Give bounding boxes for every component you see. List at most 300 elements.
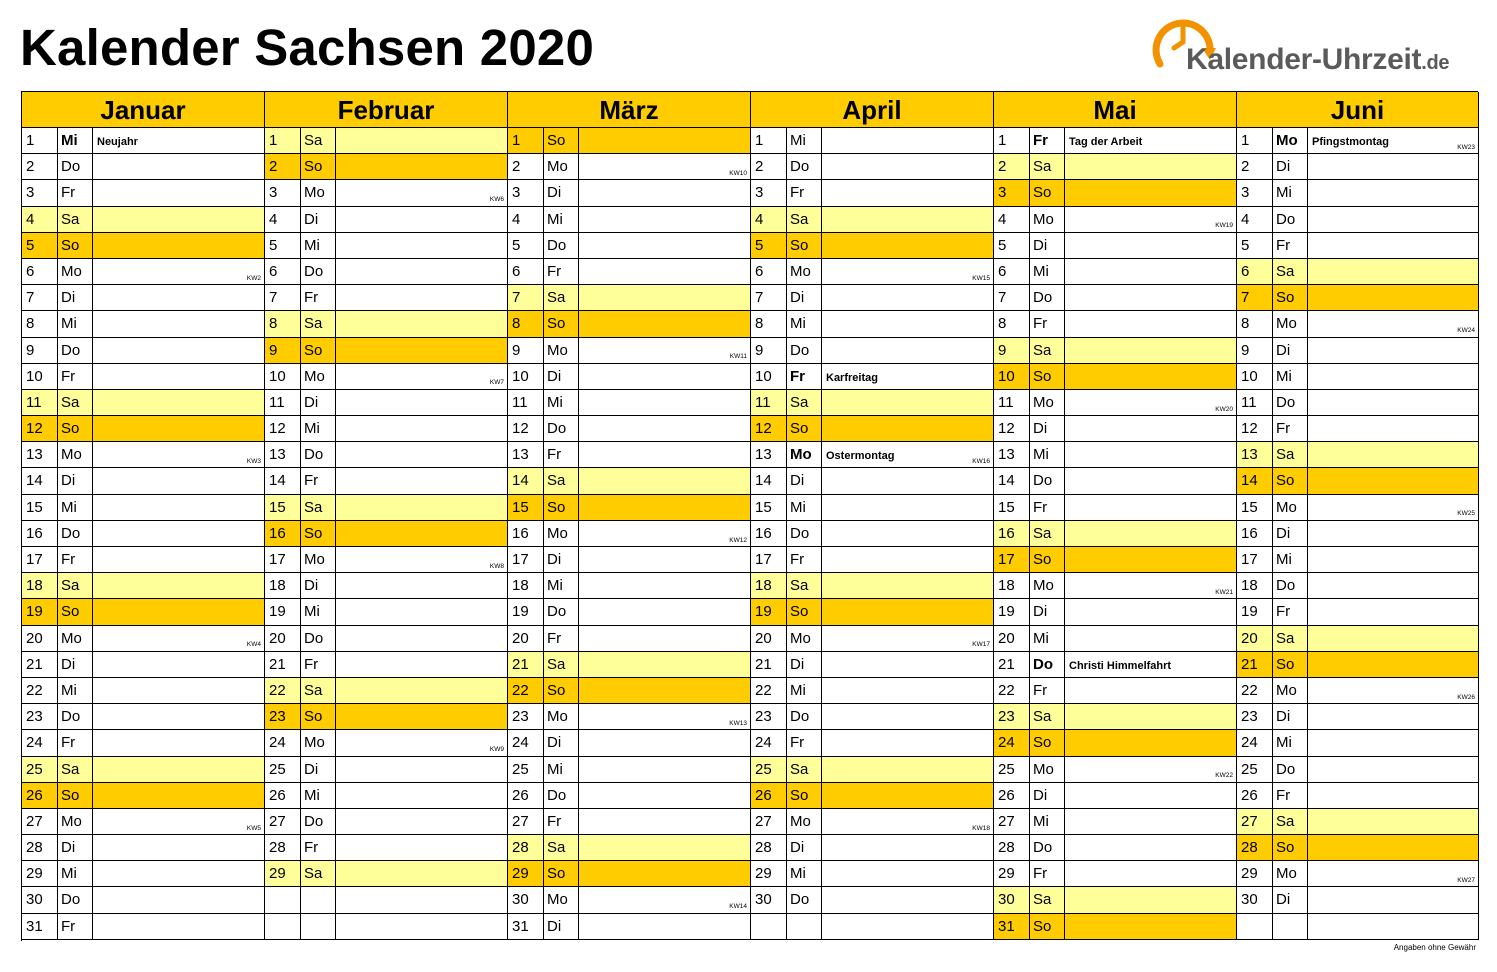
day-row [508,704,751,730]
holiday-cell [1065,416,1237,441]
day-number: 23 [751,704,787,729]
day-number: 5 [1237,233,1273,258]
holiday-cell [822,442,994,467]
weekday: Sa [787,757,822,782]
day-number: 22 [994,678,1030,703]
holiday-cell [822,678,994,703]
day-number: 24 [1237,730,1273,755]
holiday-cell [822,652,994,677]
holiday-cell [1308,887,1479,912]
weekday: Do [58,887,93,912]
day-row [22,757,265,783]
day-row [265,626,508,652]
day-row [751,285,994,311]
holiday-cell [93,233,265,258]
holiday-cell [1308,154,1479,179]
day-row [265,311,508,337]
weekday: Do [301,259,336,284]
day-row [265,154,508,180]
calendar-week-label: KW22 [1215,772,1233,780]
day-row [1237,416,1479,442]
day-number: 23 [994,704,1030,729]
holiday-cell [822,835,994,860]
day-row [22,783,265,809]
day-number: 13 [508,442,544,467]
holiday-cell [336,599,508,624]
day-row [22,547,265,573]
day-row [994,599,1237,625]
weekday: Mo [301,547,336,572]
holiday-cell [579,311,751,336]
holiday-cell [336,914,508,939]
day-row [22,128,265,154]
day-row [1237,442,1479,468]
day-number: 16 [508,521,544,546]
day-row [265,233,508,259]
day-row [265,599,508,625]
holiday-cell [1065,207,1237,232]
holiday-cell [1308,783,1479,808]
day-row [508,390,751,416]
day-row [265,468,508,494]
holiday-cell [93,180,265,205]
day-row [508,809,751,835]
weekday: Sa [1030,704,1065,729]
weekday: Do [58,154,93,179]
holiday-cell [822,207,994,232]
day-row [751,573,994,599]
holiday-cell [822,468,994,493]
holiday-cell [1065,154,1237,179]
weekday: Fr [58,914,93,939]
weekday: So [787,416,822,441]
weekday: Mo [58,259,93,284]
holiday-cell [579,547,751,572]
day-number: 31 [994,914,1030,939]
day-row [265,128,508,154]
holiday-cell [822,416,994,441]
day-number: 9 [508,338,544,363]
day-number: 16 [265,521,301,546]
holiday-cell [1065,835,1237,860]
weekday: Do [787,154,822,179]
holiday-cell [579,390,751,415]
holiday-cell [336,259,508,284]
weekday: Sa [301,128,336,153]
holiday-cell [822,573,994,598]
month-header: Januar [22,92,265,128]
day-number: 28 [751,835,787,860]
holiday-cell [93,259,265,284]
day-number: 3 [508,180,544,205]
weekday: Mi [787,678,822,703]
day-row [508,154,751,180]
weekday: Di [1030,783,1065,808]
holiday-cell [1065,809,1237,834]
holiday-cell [1308,442,1479,467]
weekday: Mi [1273,730,1308,755]
holiday-cell [1308,495,1479,520]
day-number: 25 [22,757,58,782]
day-row [508,338,751,364]
weekday: So [1030,730,1065,755]
day-row [508,128,751,154]
holiday-cell [1308,233,1479,258]
holiday-cell [1065,887,1237,912]
weekday: So [1030,547,1065,572]
holiday-cell [93,207,265,232]
weekday: Mi [1030,259,1065,284]
weekday: So [787,233,822,258]
weekday: Di [1273,887,1308,912]
weekday: So [58,599,93,624]
holiday-cell [93,547,265,572]
day-row [265,730,508,756]
day-row [751,678,994,704]
day-number: 20 [265,626,301,651]
day-row [508,207,751,233]
day-row [265,914,508,940]
day-number: 20 [751,626,787,651]
calendar-week-label: KW17 [972,641,990,649]
day-number: 19 [265,599,301,624]
holiday-cell [1065,730,1237,755]
holiday-cell [579,573,751,598]
day-number: 24 [994,730,1030,755]
day-row [1237,338,1479,364]
calendar-grid [21,91,1478,941]
holiday-cell [579,809,751,834]
holiday-name: Karfreitag [826,371,878,384]
logo-text [1186,45,1449,75]
day-number: 9 [751,338,787,363]
weekday: Mi [301,783,336,808]
day-number: 7 [1237,285,1273,310]
day-row [1237,599,1479,625]
weekday: Di [1273,704,1308,729]
weekday: Di [787,468,822,493]
holiday-cell [93,573,265,598]
holiday-cell [1065,311,1237,336]
holiday-cell [579,757,751,782]
day-number: 26 [508,783,544,808]
month-column [22,92,265,941]
holiday-cell [1065,521,1237,546]
day-number: 25 [751,757,787,782]
day-number: 25 [265,757,301,782]
calendar-week-label: KW14 [729,903,747,911]
day-number: 11 [751,390,787,415]
holiday-cell [93,626,265,651]
weekday: Sa [787,207,822,232]
weekday: Mi [544,390,579,415]
holiday-cell [579,887,751,912]
holiday-cell [579,626,751,651]
weekday: Mo [1030,390,1065,415]
day-number: 18 [751,573,787,598]
day-row [994,521,1237,547]
day-row [1237,547,1479,573]
day-number: 10 [1237,364,1273,389]
holiday-cell [1308,128,1479,153]
holiday-cell [579,128,751,153]
holiday-cell [822,547,994,572]
day-number: 4 [508,207,544,232]
holiday-cell [1065,573,1237,598]
holiday-cell [822,390,994,415]
month-column [1237,92,1479,941]
day-number: 30 [994,887,1030,912]
day-row [1237,861,1479,887]
day-number: 14 [1237,468,1273,493]
day-number: 5 [22,233,58,258]
day-number: 7 [994,285,1030,310]
day-row [751,416,994,442]
day-row [1237,311,1479,337]
day-row [751,495,994,521]
holiday-cell [1065,861,1237,886]
month-column [265,92,508,941]
day-row [22,154,265,180]
day-number: 1 [1237,128,1273,153]
day-row [265,364,508,390]
weekday: Fr [58,180,93,205]
weekday: Di [1273,338,1308,363]
day-number: 9 [994,338,1030,363]
day-row [751,390,994,416]
weekday: Di [1030,416,1065,441]
holiday-cell [1065,180,1237,205]
month-header: Februar [265,92,508,128]
weekday: So [1030,914,1065,939]
day-number: 5 [751,233,787,258]
day-row [508,416,751,442]
holiday-cell [1308,626,1479,651]
day-row [508,521,751,547]
day-row [508,626,751,652]
weekday: Do [301,626,336,651]
holiday-cell [93,757,265,782]
day-row [22,180,265,206]
weekday: Sa [1273,442,1308,467]
weekday: Di [1030,599,1065,624]
weekday: Mo [301,730,336,755]
holiday-name: Christi Himmelfahrt [1069,659,1172,672]
day-number: 3 [265,180,301,205]
day-row [508,285,751,311]
day-row [994,809,1237,835]
day-number: 30 [508,887,544,912]
day-number: 17 [1237,547,1273,572]
weekday: Mo [1273,128,1308,153]
holiday-cell [93,364,265,389]
day-number: 1 [994,128,1030,153]
day-row [1237,128,1479,154]
weekday: Sa [544,468,579,493]
day-row [265,652,508,678]
day-number: 1 [265,128,301,153]
weekday: Fr [1030,861,1065,886]
holiday-cell [579,180,751,205]
holiday-cell [336,390,508,415]
day-number: 28 [265,835,301,860]
day-row [22,887,265,913]
holiday-cell [1308,521,1479,546]
holiday-cell [1308,652,1479,677]
day-row [751,207,994,233]
day-row [1237,914,1479,940]
day-row [1237,652,1479,678]
page-title: Kalender Sachsen 2020 [20,19,595,76]
site-logo[interactable] [1150,12,1480,80]
day-number [751,914,787,939]
day-number: 28 [1237,835,1273,860]
day-number [265,914,301,939]
holiday-name: Ostermontag [826,450,895,463]
day-row [994,416,1237,442]
day-number: 22 [22,678,58,703]
day-row [265,442,508,468]
weekday: Sa [58,757,93,782]
day-number: 15 [508,495,544,520]
holiday-cell [336,783,508,808]
day-row [1237,154,1479,180]
day-number: 14 [265,468,301,493]
weekday: Fr [544,442,579,467]
weekday: Fr [58,547,93,572]
weekday: Fr [58,730,93,755]
weekday: Fr [1273,599,1308,624]
day-number: 17 [751,547,787,572]
day-number: 1 [22,128,58,153]
holiday-cell [1065,599,1237,624]
calendar-week-label: KW2 [246,274,261,282]
holiday-cell [336,573,508,598]
weekday: Mo [787,259,822,284]
calendar-week-label: KW3 [246,457,261,465]
holiday-cell [1065,338,1237,363]
holiday-cell [93,599,265,624]
weekday: Sa [1030,887,1065,912]
day-row [508,757,751,783]
holiday-cell [579,704,751,729]
day-row [1237,730,1479,756]
weekday: Mi [787,861,822,886]
calendar-week-label: KW6 [489,196,504,204]
day-row [22,311,265,337]
holiday-cell [1308,468,1479,493]
holiday-cell [336,180,508,205]
day-row [22,678,265,704]
day-row [265,207,508,233]
weekday: Mi [1273,180,1308,205]
calendar-week-label: KW20 [1215,405,1233,413]
weekday: Sa [1030,154,1065,179]
day-row [751,233,994,259]
day-row [508,442,751,468]
weekday [787,914,822,939]
day-number: 6 [265,259,301,284]
weekday: Di [544,547,579,572]
holiday-cell [822,704,994,729]
holiday-cell [822,259,994,284]
day-number [265,887,301,912]
holiday-cell [336,809,508,834]
weekday: Do [1030,652,1065,677]
holiday-cell [1065,259,1237,284]
holiday-cell [336,652,508,677]
day-number: 9 [1237,338,1273,363]
day-row [22,207,265,233]
weekday: So [544,311,579,336]
holiday-cell [1308,573,1479,598]
holiday-cell [822,757,994,782]
day-row [1237,259,1479,285]
weekday: Di [301,207,336,232]
weekday: Sa [301,495,336,520]
day-row [751,547,994,573]
weekday: Di [58,835,93,860]
holiday-cell [336,364,508,389]
calendar-week-label: KW8 [489,562,504,570]
holiday-cell [579,207,751,232]
day-row [508,887,751,913]
holiday-cell [336,704,508,729]
day-number: 7 [22,285,58,310]
holiday-cell [336,207,508,232]
weekday: Fr [544,809,579,834]
holiday-cell [1065,678,1237,703]
day-number: 2 [1237,154,1273,179]
holiday-cell [1065,468,1237,493]
day-row [994,128,1237,154]
weekday: So [787,783,822,808]
day-row [265,259,508,285]
day-row [265,835,508,861]
day-number: 3 [751,180,787,205]
day-row [265,416,508,442]
day-row [508,364,751,390]
holiday-cell [93,809,265,834]
day-row [751,338,994,364]
day-row [508,547,751,573]
weekday [301,914,336,939]
day-number: 26 [265,783,301,808]
holiday-cell [579,154,751,179]
holiday-cell [336,495,508,520]
holiday-cell [336,547,508,572]
holiday-cell [1308,207,1479,232]
day-number: 21 [265,652,301,677]
weekday: Do [544,416,579,441]
day-number: 21 [751,652,787,677]
day-row [22,835,265,861]
day-number: 6 [22,259,58,284]
calendar-week-label: KW18 [972,824,990,832]
weekday: Di [301,390,336,415]
day-row [994,495,1237,521]
day-row [22,233,265,259]
day-row [508,652,751,678]
calendar-week-label: KW10 [729,169,747,177]
holiday-cell [579,233,751,258]
day-number: 19 [508,599,544,624]
weekday: Fr [1273,233,1308,258]
day-number: 1 [508,128,544,153]
weekday: Sa [301,678,336,703]
day-row [508,861,751,887]
holiday-cell [579,835,751,860]
